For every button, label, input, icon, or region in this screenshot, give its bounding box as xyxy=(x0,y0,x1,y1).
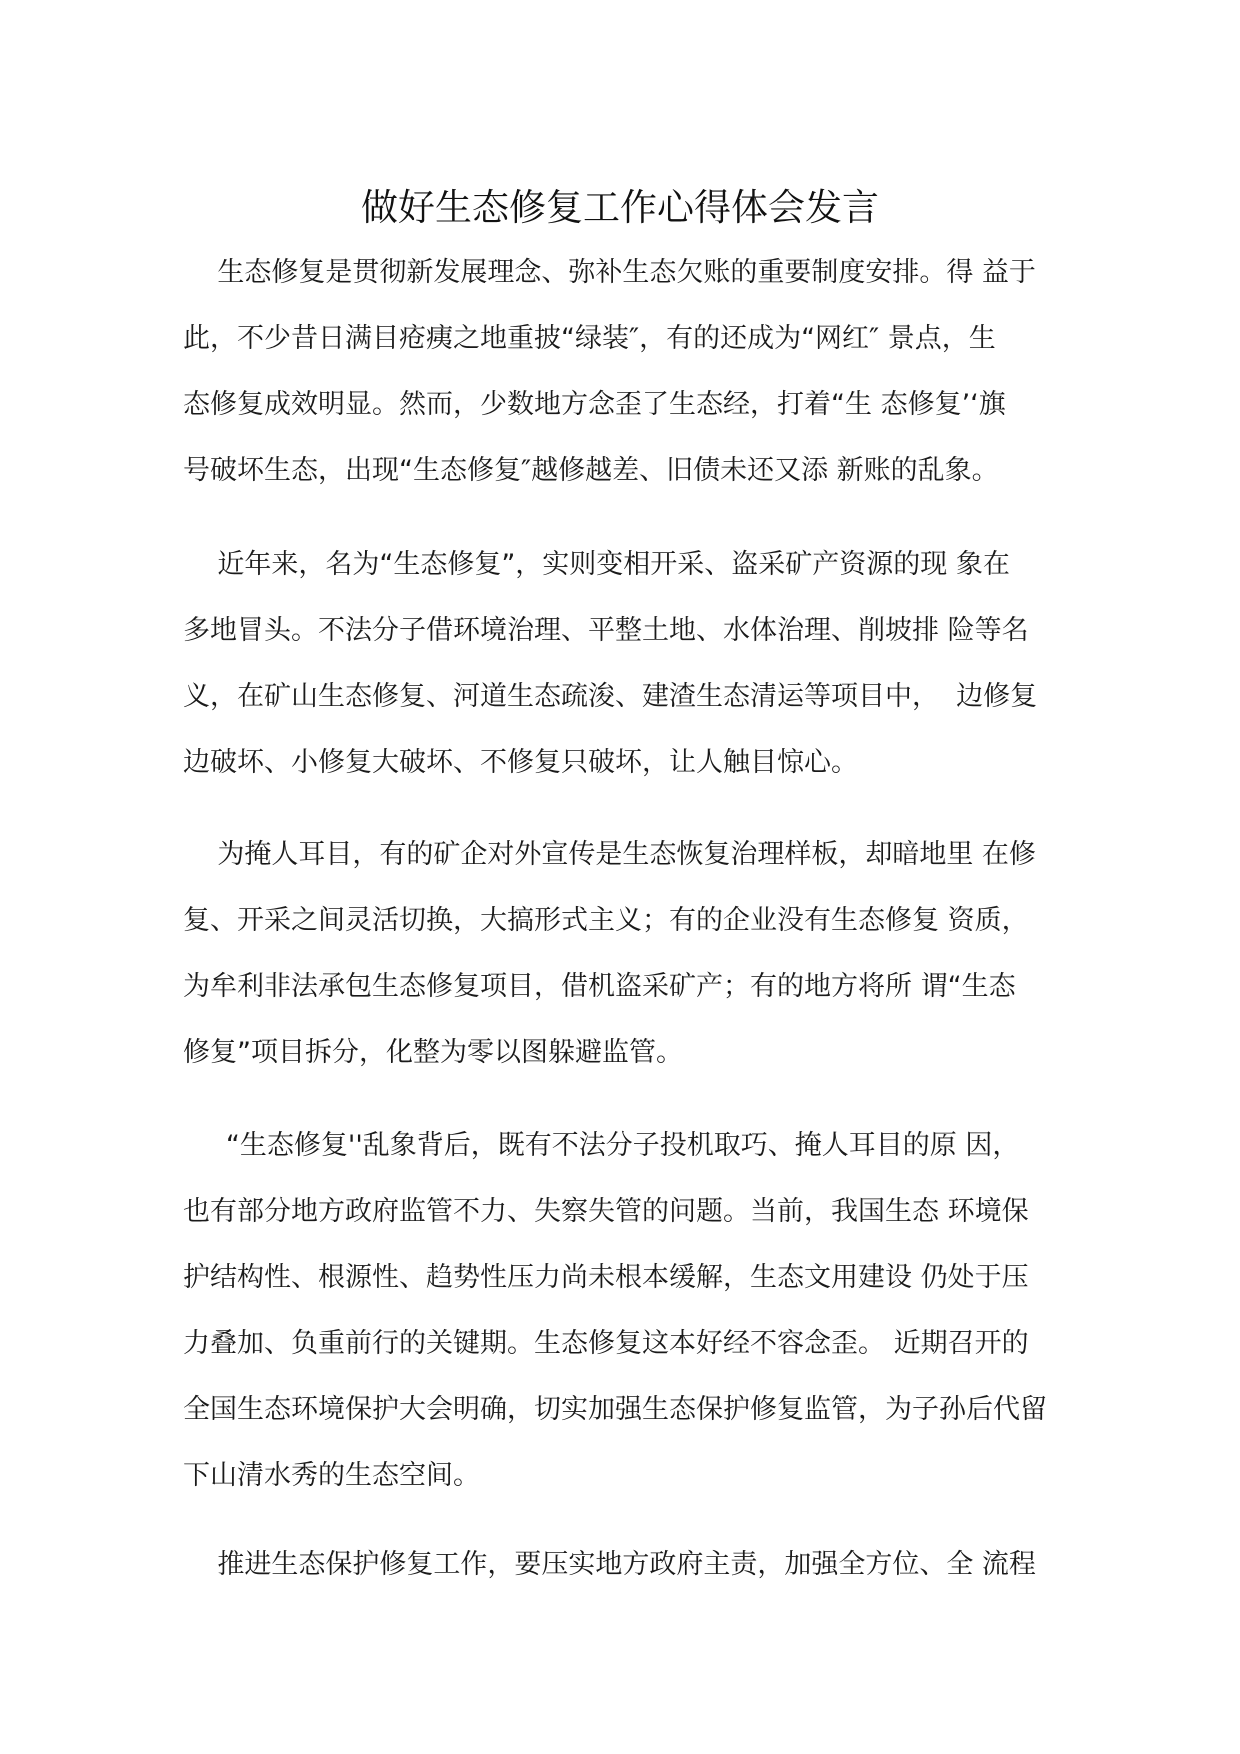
text-line: 近年来，名为“生态修复”，实则变相开采、盗采矿产资源的现 象在 xyxy=(183,549,1010,580)
text-line: 号破坏生态，出现“生态修复″越修越差、旧债未还又添 新账的乱象。 xyxy=(183,455,999,486)
paragraph-4 xyxy=(183,1113,1047,1509)
text-line: 态修复成效明显。然而，少数地方念歪了生态经，打着“生 态修复’‘旗 xyxy=(183,389,1006,420)
text-line: 复、开采之间灵活切换，大搞形式主义；有的企业没有生态修复 资质， xyxy=(183,905,1029,936)
text-line: 为掩人耳目，有的矿企对外宣传是生态恢复治理样板，却暗地里 在修 xyxy=(183,839,1036,870)
text-line: 推进生态保护修复工作，要压实地方政府主责，加强全方位、全 流程 xyxy=(183,1549,1036,1580)
text-line: 边破坏、小修复大破坏、不修复只破坏，让人触目惊心。 xyxy=(183,747,858,778)
paragraph-1 xyxy=(183,240,1036,504)
text-line: 护结构性、根源性、趋势性压力尚未根本缓解，生态文用建设 仍处于压 xyxy=(183,1262,1029,1293)
text-line: 下山清水秀的生态空间。 xyxy=(183,1460,480,1491)
text-line: 生态修复是贯彻新发展理念、弥补生态欠账的重要制度安排。得 益于 xyxy=(183,257,1036,288)
text-line: 修复”项目拆分，化整为零以图躲避监管。 xyxy=(183,1037,683,1068)
paragraph-3 xyxy=(183,822,1036,1086)
text-line: 此，不少昔日满目疮痍之地重披“绿装″，有的还成为“网红″ 景点，生 xyxy=(183,323,996,354)
paragraph-5 xyxy=(183,1532,1036,1598)
text-line: 多地冒头。不法分子借环境治理、平整土地、水体治理、削坡排 险等名 xyxy=(183,615,1029,646)
text-line: 力叠加、负重前行的关键期。生态修复这本好经不容念歪。 近期召开的 xyxy=(183,1328,1029,1359)
text-line: 全国生态环境保护大会明确，切实加强生态保护修复监管，为子孙后代留 xyxy=(183,1394,1047,1425)
text-line: 也有部分地方政府监管不力、失察失管的问题。当前，我国生态 环境保 xyxy=(183,1196,1029,1227)
text-line: 义，在矿山生态修复、河道生态疏浚、建渣生态清运等项目中， 边修复 xyxy=(183,681,1038,712)
text-line: 为牟利非法承包生态修复项目，借机盗采矿产；有的地方将所 谓“生态 xyxy=(183,971,1016,1002)
document-title: 做好生态修复工作心得体会发言 xyxy=(361,186,879,229)
text-line: “生态修复''乱象背后，既有不法分子投机取巧、掩人耳目的原 因， xyxy=(183,1130,1020,1161)
paragraph-2 xyxy=(183,532,1037,796)
